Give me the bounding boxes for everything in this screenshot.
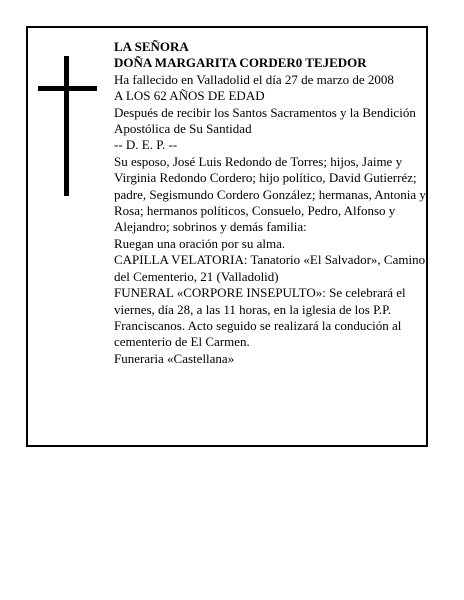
obituary-text xyxy=(114,39,430,367)
age-line: A LOS 62 AÑOS DE EDAD xyxy=(114,88,265,104)
sacraments-text: Después de recibir los Santos Sacramentos y la Bendición Apostólica de Su Santidad xyxy=(114,104,416,137)
cross-horizontal-bar xyxy=(38,86,97,91)
chapel-info: CAPILLA VELATORIA: Tanatorio «El Salvador», Camino del Cementerio, 21 (Valladolid) xyxy=(114,252,426,284)
prayer-line: Ruegan una oración por su alma. xyxy=(114,235,286,251)
cross-vertical-bar xyxy=(64,56,69,196)
family-list: Su esposo, José Luis Redondo de Torres; hijos, Jaime y Virginia Redondo Cordero; hijo político, David Gutierréz; padre, Segismundo Cordero González; hermanas, Antonia y Rosa; hermanos políticos, Consuelo, Pedro, Alfonso y Alejandro; sobrinos y demás familia: xyxy=(114,153,426,235)
death-line: Ha fallecido en Valladolid el día 27 de marzo de 2008 xyxy=(114,71,394,87)
funeral-home: Funeraria «Castellana» xyxy=(114,350,235,366)
dep-line: -- D. E. P. -- xyxy=(114,137,178,153)
notice-title: LA SEÑORA xyxy=(114,39,189,54)
funeral-info: FUNERAL «CORPORE INSEPULTO»: Se celebrará el viernes, día 28, a las 11 horas, en la iglesia de los P.P. Franciscanos. Acto seguido se realizará la condución al cementerio de El Carmen. xyxy=(114,285,406,350)
deceased-name: DOÑA MARGARITA CORDER0 TEJEDOR xyxy=(114,55,367,71)
